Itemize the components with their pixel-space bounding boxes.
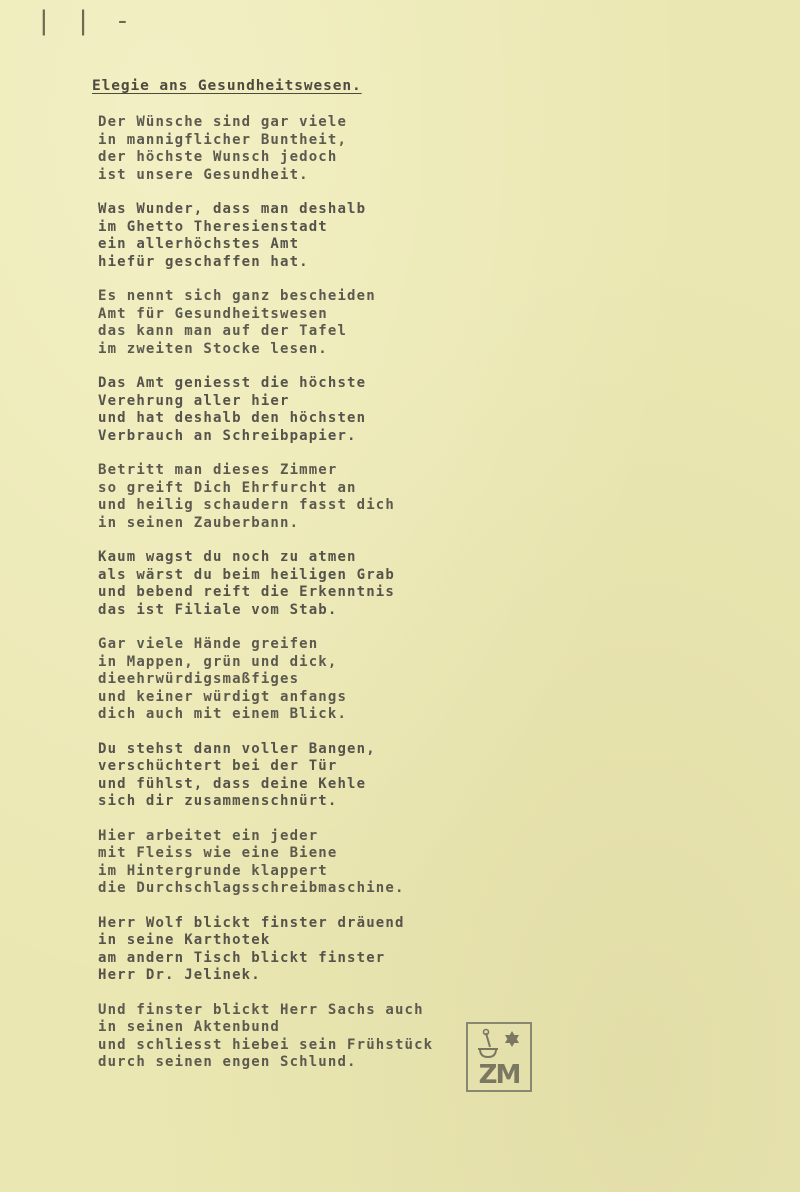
poem-line: am andern Tisch blickt finster <box>98 949 386 966</box>
poem-line: im Ghetto Theresienstadt <box>98 218 328 235</box>
stanza <box>98 915 712 985</box>
poem-line: ein allerhöchstes Amt <box>98 236 300 252</box>
poem-line: Gar viele Hände greifen <box>98 636 319 652</box>
stanza <box>98 375 712 445</box>
poem-title: Elegie ans Gesundheitswesen. <box>92 78 362 94</box>
stamp-letters-text: ZM <box>478 1060 520 1087</box>
poem-line: in mannigflicher Buntheit, <box>98 131 348 148</box>
poem <box>92 78 712 1089</box>
poem-line: die Durchschlagsschreibmaschine. <box>98 880 405 896</box>
poem-line: Amt für Gesundheitswesen <box>98 305 328 322</box>
poem-line: und keiner würdigt anfangs <box>98 688 348 705</box>
poem-line: verschüchtert bei der Tür <box>98 758 338 774</box>
stanza <box>98 549 712 619</box>
poem-line: Das Amt geniesst die höchste <box>98 375 367 391</box>
stanza <box>98 288 712 358</box>
stanza <box>98 462 712 532</box>
star-of-david-mortar-icon <box>472 1027 526 1059</box>
poem-line: in Mappen, grün und dick, <box>98 653 338 670</box>
poem-line: im zweiten Stocke lesen. <box>98 340 328 357</box>
poem-line: Kaum wagst du noch zu atmen <box>98 549 357 565</box>
poem-line: hiefür geschaffen hat. <box>98 253 309 270</box>
poem-line: Hier arbeitet ein jeder <box>98 827 319 844</box>
stamp-letters <box>472 1059 526 1087</box>
stanza <box>98 741 712 811</box>
poem-line: Verbrauch an Schreibpapier. <box>98 427 357 444</box>
poem-line: und hat deshalb den höchsten <box>98 410 367 426</box>
poem-line: und heilig schaudern fasst dich <box>98 497 395 513</box>
poem-line: im Hintergrunde klappert <box>98 862 328 879</box>
stanza <box>98 1002 712 1072</box>
stanza <box>98 828 712 898</box>
poem-line: dieehrwürdigsmaßfiges <box>98 671 300 687</box>
poem-line: in seine Karthotek <box>98 932 271 948</box>
zm-stamp <box>466 1022 532 1092</box>
poem-line: in seinen Zauberbann. <box>98 514 300 531</box>
poem-line: Der Wünsche sind gar viele <box>98 114 348 130</box>
poem-line: in seinen Aktenbund <box>98 1019 280 1035</box>
poem-line: Was Wunder, dass man deshalb <box>98 201 367 217</box>
poem-line: Du stehst dann voller Bangen, <box>98 740 376 757</box>
poem-line: der höchste Wunsch jedoch <box>98 149 338 165</box>
poem-line: Herr Wolf blickt finster dräuend <box>98 914 405 931</box>
poem-line: als wärst du beim heiligen Grab <box>98 566 395 583</box>
stanza <box>98 201 712 271</box>
corner-marks: | | - <box>36 6 135 36</box>
poem-line: und bebend reift die Erkenntnis <box>98 584 395 600</box>
poem-line: Es nennt sich ganz bescheiden <box>98 288 376 304</box>
poem-line: Betritt man dieses Zimmer <box>98 462 338 478</box>
poem-line: Verehrung aller hier <box>98 392 290 409</box>
poem-line: so greift Dich Ehrfurcht an <box>98 479 357 496</box>
poem-line: ist unsere Gesundheit. <box>98 166 309 183</box>
stanza <box>98 114 712 184</box>
poem-line: das ist Filiale vom Stab. <box>98 601 338 618</box>
poem-line: und schliesst hiebei sein Frühstück <box>98 1036 434 1053</box>
stanza <box>98 636 712 724</box>
poem-line: sich dir zusammenschnürt. <box>98 793 338 809</box>
poem-line: Und finster blickt Herr Sachs auch <box>98 1001 424 1018</box>
poem-line: das kann man auf der Tafel <box>98 323 348 339</box>
poem-line: mit Fleiss wie eine Biene <box>98 845 338 861</box>
poem-line: dich auch mit einem Blick. <box>98 706 348 722</box>
poem-line: durch seinen engen Schlund. <box>98 1054 357 1070</box>
poem-line: und fühlst, dass deine Kehle <box>98 775 367 792</box>
poem-line: Herr Dr. Jelinek. <box>98 967 261 983</box>
